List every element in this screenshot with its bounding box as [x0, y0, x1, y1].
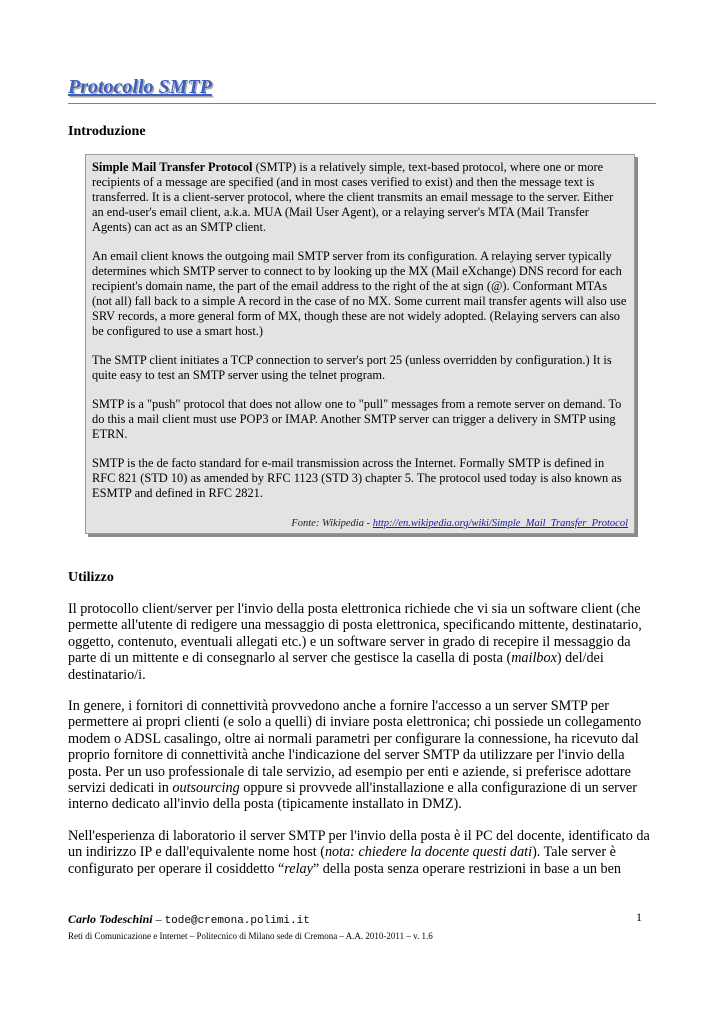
body-paragraph-2-text-a: In genere, i fornitori di connettività provvedono anche a fornire l'accesso a un server SMTP per permettere ai propri clienti (e solo a quelli) di inviare posta elettronica; chi possiede un collegamento modem o ADSL casalingo, oltre ai normali parametri per configurare la connessione, ha ricevuto dal proprio fornitore di connettività anche l'indicazione del server SMTP da utilizzare per l'invio della posta. Per un uso professionale di tale servizio, ad esempio per enti e aziende, si preferisce adottare servizi dedicati in [68, 698, 642, 797]
mailbox-term: mailbox [511, 650, 557, 667]
quote-content [92, 160, 628, 515]
body-paragraph-1 [68, 601, 658, 683]
body-paragraph-3-text-a: Nell'esperienza di laboratorio il server SMTP per l'invio della posta è il PC del docente, identificato da un indirizzo IP e dall'equivalente nome host ( [68, 827, 650, 861]
relay-term: relay [284, 860, 313, 877]
footer-author: Carlo Todeschini [68, 912, 153, 926]
body-paragraph-3 [68, 828, 658, 877]
footer-author-line [68, 910, 642, 928]
note-text: nota: chiedere la docente questi dati [324, 844, 533, 861]
wikipedia-quote-box [85, 154, 635, 534]
body-paragraph-1-text-b: ) del/dei destinatario/i. [68, 650, 604, 683]
quote-source [291, 518, 628, 529]
quote-paragraph-1 [92, 160, 628, 235]
footer-email: tode@cremona.polimi.it [164, 915, 310, 927]
body-paragraph-3-text-c: ” della posta senza operare restrizioni in base a un ben [312, 860, 621, 877]
quote-paragraph-1-text: (SMTP) is a relatively simple, text-based protocol, where one or more recipients of a message are specified (and in most cases verified to exist) and then the message text is transferred. It is a client-server protocol, where the client transmits an email message to the server. Either an end-user's email client, a.k.a. MUA (Mail User Agent), or a relaying server's MTA (Mail Transfer Agents) can act as an SMTP client. [92, 160, 614, 234]
page-number: 1 [636, 910, 642, 924]
page-title-text: Protocollo SMTP [68, 76, 212, 98]
body-paragraph-3-text-b: ). Tale server è configurato per operare il cosiddetto “ [68, 844, 616, 877]
body-paragraph-2-text-b: oppure si provvede all'installazione e alla configurazione di un server interno dedicato all'invio della posta (tipicamente installato in DMZ). [68, 780, 637, 813]
body-text [68, 601, 658, 892]
source-label: Fonte: Wikipedia - [291, 518, 373, 529]
page-footer [68, 910, 642, 941]
usage-heading: Utilizzo [68, 570, 114, 585]
quote-term: Simple Mail Transfer Protocol [92, 160, 253, 174]
body-paragraph-1-text-a: Il protocollo client/server per l'invio della posta elettronica richiede che vi sia un software client (che permette all'utente di redigere una messaggio di posta elettronica, specificando mittente, destinatario, oggetto, contenuto, eventuali allegati etc.) e un software server in grado di recepire il messaggio da parte di un mittente e di consegnarlo al server che gestisce la casella di posta ( [68, 601, 642, 667]
body-paragraph-2 [68, 698, 658, 813]
quote-paragraph-3: The SMTP client initiates a TCP connection to server's port 25 (unless overridden by configuration.) It is quite easy to test an SMTP server using the telnet program. [92, 353, 612, 382]
quote-paragraph-5: SMTP is the de facto standard for e-mail transmission across the Internet. Formally SMTP is defined in RFC 821 (STD 10) as amended by RFC 1123 (STD 3) chapter 5. The protocol used today is also known as ESMTP and defined in RFC 2821. [92, 456, 622, 500]
intro-heading: Introduzione [68, 124, 146, 139]
quote-paragraph-2: An email client knows the outgoing mail SMTP server from its configuration. A relaying server typically determines which SMTP server to connect to by looking up the MX (Mail eXchange) DNS record for each recipient's domain name, the part of the email address to the right of the at sign (@). Conformant MTAs (not all) fall back to a simple A record in the case of no MX. Some current mail transfer agents will also use SRV records, a more general form of MX, though these are not widely adopted. (Relaying servers can also be configured to use a smart host.) [92, 249, 627, 338]
source-link[interactable]: http://en.wikipedia.org/wiki/Simple_Mail_Transfer_Protocol [372, 518, 628, 529]
footer-dash: – [152, 912, 165, 926]
quote-paragraph-4: SMTP is a "push" protocol that does not allow one to "pull" messages from a remote server on demand. To do this a mail client must use POP3 or IMAP. Another SMTP server can trigger a delivery in SMTP using ETRN. [92, 397, 622, 441]
page-title [68, 76, 656, 104]
footer-course: Reti di Comunicazione e Internet – Politecnico di Milano sede di Cremona – A.A. 2010-2011 – v. 1.6 [68, 931, 433, 941]
outsourcing-term: outsourcing [172, 780, 240, 797]
